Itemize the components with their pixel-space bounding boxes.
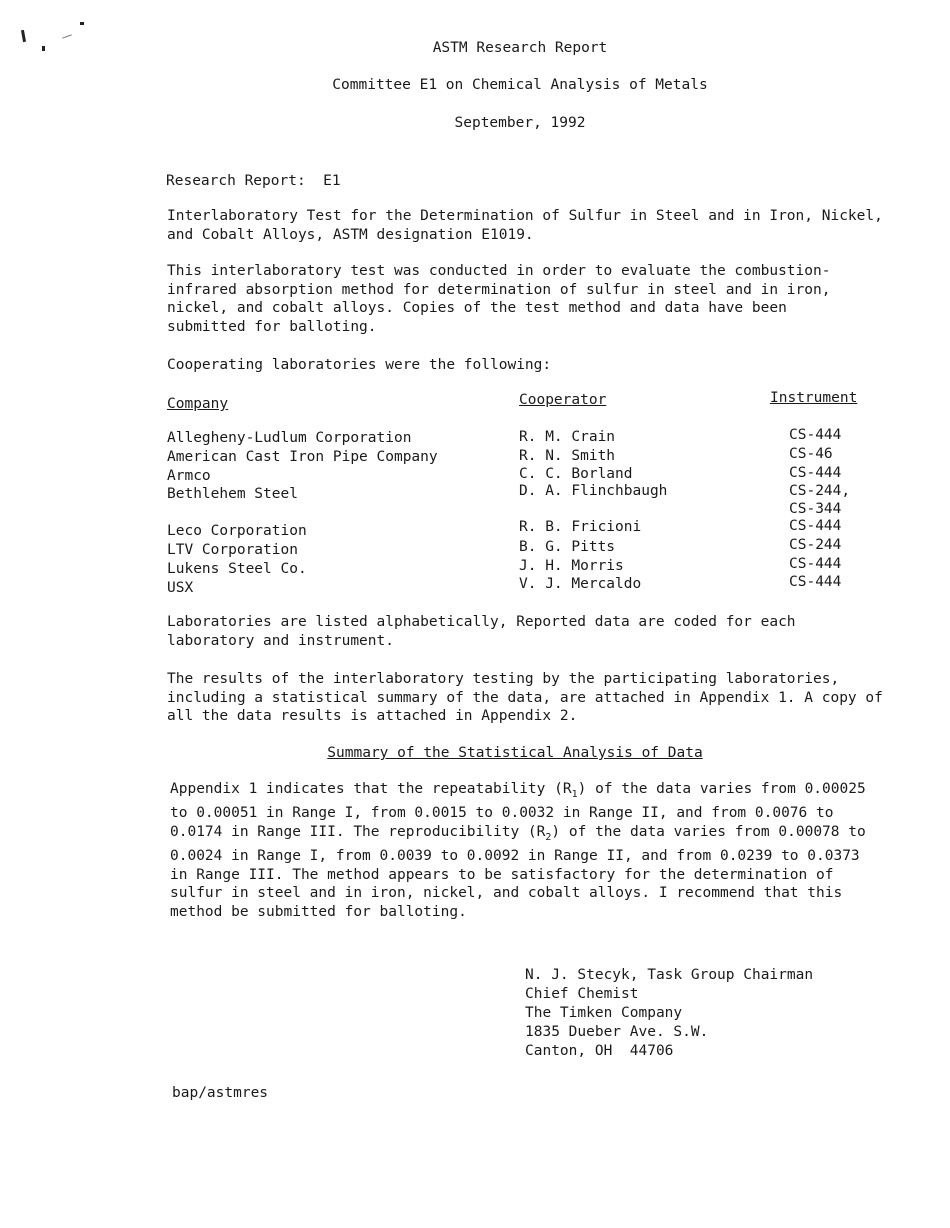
instrument-cell: CS-444 xyxy=(789,427,842,443)
signer-title: Chief Chemist xyxy=(525,986,639,1002)
instrument-cell: CS-444 xyxy=(789,556,842,572)
summary-text-3: ) of the data varies from 0.00078 to 0.0024 in Range I, from 0.0039 to 0.0092 in Range II, and from 0.0239 to 0.0373 in Range III. The method appears to be satisfactory for the determination of sulfur in steel and in iron, nickel, and cobalt alloys. I recommend that this method be submitted for balloting. xyxy=(170,823,866,920)
report-number: Research Report: E1 xyxy=(166,173,341,189)
summary-paragraph xyxy=(170,780,870,921)
signature-block xyxy=(525,966,813,1061)
cooperator-cell: B. G. Pitts xyxy=(519,539,616,555)
summary-text-1: Appendix 1 indicates that the repeatability (R xyxy=(170,781,572,797)
company-cell: LTV Corporation xyxy=(167,542,298,558)
repeatability-subscript: 1 xyxy=(571,788,578,800)
cooperator-cell: C. C. Borland xyxy=(519,466,633,482)
cooperator-cell: V. J. Mercaldo xyxy=(519,576,642,592)
cooperator-cell: R. B. Fricioni xyxy=(519,519,642,535)
purpose-paragraph: This interlaboratory test was conducted in order to evaluate the combustion-infrared absorption method for determination of sulfur in steel and in iron, nickel, and cobalt alloys. Copies of the test method and data have been submitted for balloting. xyxy=(167,263,831,335)
scan-mark xyxy=(62,34,72,38)
cooperator-cell: R. M. Crain xyxy=(519,429,616,445)
subject-paragraph: Interlaboratory Test for the Determination of Sulfur in Steel and in Iron, Nickel, and Cobalt Alloys, ASTM designation E1019. xyxy=(167,208,883,243)
company-cell: Allegheny-Ludlum Corporation xyxy=(167,430,412,446)
cooperator-cell: D. A. Flinchbaugh xyxy=(519,483,668,499)
file-reference: bap/astmres xyxy=(172,1085,269,1101)
instrument-cell: CS-444 xyxy=(789,518,842,534)
signer-city: Canton, OH 44706 xyxy=(525,1043,674,1059)
cooperating-intro: Cooperating laboratories were the following: xyxy=(167,357,552,373)
report-title: ASTM Research Report xyxy=(432,40,608,56)
summary-heading: Summary of the Statistical Analysis of Data xyxy=(327,745,703,761)
committee-name: Committee E1 on Chemical Analysis of Metals xyxy=(332,77,708,93)
instrument-cell: CS-46 xyxy=(789,446,833,462)
instrument-cell: CS-244 xyxy=(789,537,842,553)
labs-note-paragraph: Laboratories are listed alphabetically, Reported data are coded for each laboratory and instrument. xyxy=(167,614,796,649)
company-cell: Armco xyxy=(167,468,211,484)
instrument-cell: CS-444 xyxy=(789,574,842,590)
instrument-cell: CS-244, xyxy=(789,483,851,499)
signer-name: N. J. Stecyk, Task Group Chairman xyxy=(525,967,814,983)
instrument-cell: CS-444 xyxy=(789,465,842,481)
company-cell: Bethlehem Steel xyxy=(167,486,298,502)
report-date: September, 1992 xyxy=(454,115,586,131)
cooperator-cell: J. H. Morris xyxy=(519,558,624,574)
company-column-header: Company xyxy=(167,396,229,412)
signer-street: 1835 Dueber Ave. S.W. xyxy=(525,1024,709,1040)
table-row xyxy=(0,574,950,598)
company-cell: USX xyxy=(167,580,194,596)
company-cell: Lukens Steel Co. xyxy=(167,561,307,577)
instrument-cell-continued: CS-344 xyxy=(789,501,842,517)
instrument-column-header: Instrument xyxy=(770,390,858,406)
cooperator-cell: R. N. Smith xyxy=(519,448,616,464)
reproducibility-subscript: 2 xyxy=(545,831,552,843)
signer-company: The Timken Company xyxy=(525,1005,683,1021)
cooperator-column-header: Cooperator xyxy=(519,392,607,408)
summary-text-2: ) of the data varies from 0.00025 to 0.00051 in Range I, from 0.0015 to 0.0032 in Range II, and from 0.0076 to 0.0174 in Range III. The reproducibility (R xyxy=(170,781,866,840)
scan-mark xyxy=(80,22,84,25)
lab-table-header xyxy=(0,390,950,412)
company-cell: American Cast Iron Pipe Company xyxy=(167,449,438,465)
company-cell: Leco Corporation xyxy=(167,523,307,539)
table-row xyxy=(0,483,950,517)
results-paragraph: The results of the interlaboratory testing by the participating laboratories, including a statistical summary of the data, are attached in Appendix 1. A copy of all the data results is attached in Appendix 2. xyxy=(167,671,883,724)
